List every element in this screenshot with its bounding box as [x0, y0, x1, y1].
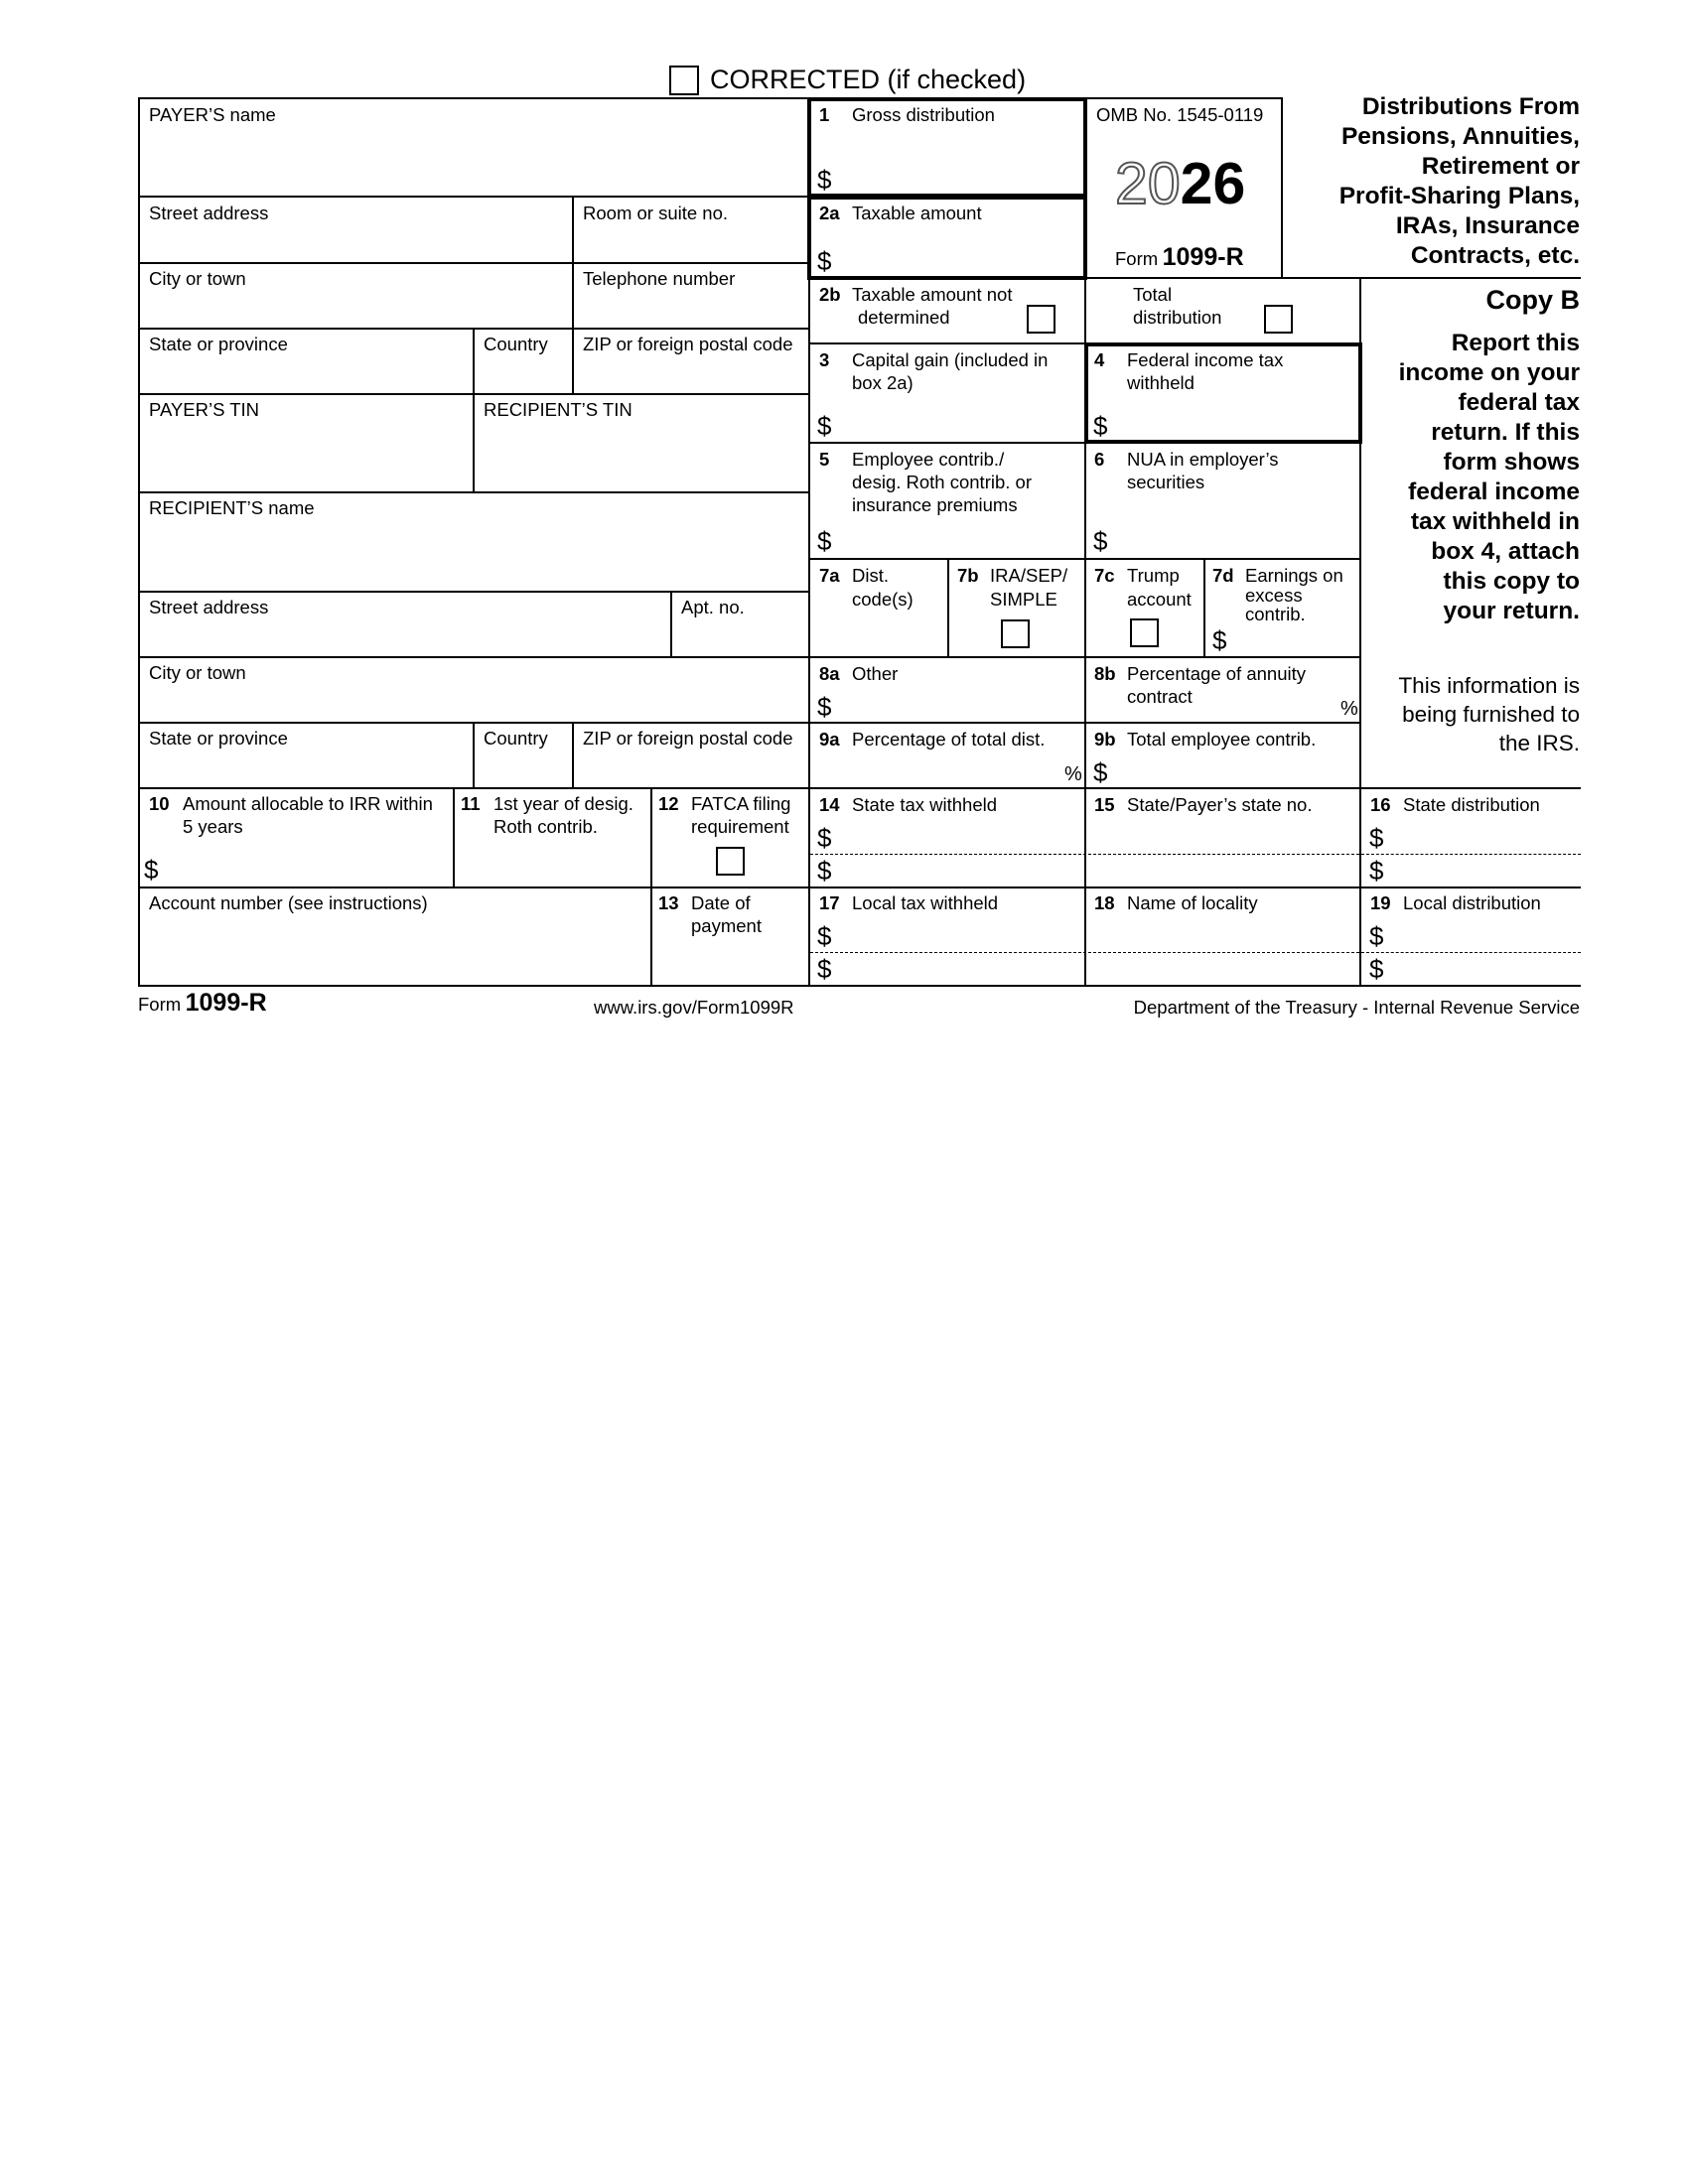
- box-5-label[interactable]: [819, 448, 1004, 471]
- box-number: 7b: [957, 565, 979, 586]
- box-number: 9a: [819, 729, 840, 750]
- box-11-label[interactable]: [461, 792, 633, 815]
- form-top-border: [138, 97, 1283, 99]
- box-number: 12: [658, 793, 679, 814]
- box-label: Capital gain (included in: [852, 349, 1049, 370]
- report-instruction-line: federal income: [1408, 478, 1580, 505]
- box-number: 14: [819, 794, 840, 815]
- dashed-rule: [810, 854, 1359, 855]
- taxable-not-determined-checkbox[interactable]: [1027, 305, 1055, 334]
- tax-year-outline: 20: [1115, 151, 1181, 216]
- box-label: State distribution: [1403, 794, 1540, 815]
- rule: [670, 591, 672, 656]
- rule: [453, 787, 455, 887]
- rule: [473, 722, 475, 787]
- payer-telephone-field[interactable]: Telephone number: [583, 268, 736, 289]
- dollar-sign: $: [144, 855, 159, 885]
- box-number: 7c: [1094, 565, 1115, 586]
- rule: [138, 656, 1360, 658]
- dollar-sign: $: [817, 165, 832, 195]
- tax-year: [1115, 151, 1246, 216]
- payer-tin-field[interactable]: PAYER’S TIN: [149, 399, 260, 420]
- box-number: 7a: [819, 565, 840, 586]
- box-number: 13: [658, 892, 679, 913]
- box-number: 2b: [819, 284, 841, 305]
- form-prefix: Form: [1115, 248, 1159, 269]
- box-7a-label[interactable]: [819, 564, 889, 587]
- box-number: 8a: [819, 663, 840, 684]
- box-4-label[interactable]: [1094, 348, 1283, 371]
- box-15-label[interactable]: [1094, 793, 1312, 816]
- box-label: State/Payer’s state no.: [1127, 794, 1313, 815]
- box-4-label-line2: withheld: [1127, 372, 1195, 393]
- payer-name-field[interactable]: PAYER’S name: [149, 104, 276, 125]
- box-9a-label[interactable]: [819, 728, 1045, 751]
- dashed-rule: [1361, 952, 1581, 953]
- rule: [808, 342, 1086, 344]
- box-number: 7d: [1212, 565, 1234, 586]
- box-13-label-line2: payment: [691, 915, 762, 936]
- box-19-label[interactable]: [1370, 891, 1541, 914]
- rule: [138, 196, 810, 198]
- footer-form-name: 1099-R: [185, 989, 267, 1017]
- box-label: Federal income tax: [1127, 349, 1284, 370]
- total-distribution-checkbox[interactable]: [1264, 305, 1293, 334]
- dollar-sign: $: [817, 921, 832, 951]
- form-left-border: [138, 97, 140, 987]
- box-number: 8b: [1094, 663, 1116, 684]
- recipient-street-field[interactable]: Street address: [149, 597, 269, 617]
- box-7d-label-line2: excess: [1245, 585, 1303, 606]
- footer-form-prefix: Form: [138, 994, 182, 1015]
- box-label: Taxable amount: [852, 203, 982, 223]
- box-7b-label[interactable]: [957, 564, 1067, 587]
- form-title-line: Distributions From: [1361, 93, 1580, 120]
- dollar-sign: $: [817, 411, 832, 441]
- rule: [808, 442, 1086, 444]
- dollar-sign: $: [1093, 526, 1108, 556]
- report-instruction-line: box 4, attach: [1431, 538, 1580, 565]
- rule: [138, 262, 810, 264]
- report-instruction-line: return. If this: [1431, 419, 1580, 446]
- box-label: Gross distribution: [852, 104, 995, 125]
- box-13-label[interactable]: [658, 891, 751, 914]
- rule: [1281, 97, 1283, 279]
- dollar-sign: $: [817, 823, 832, 853]
- form-title-line: IRAs, Insurance: [1395, 212, 1580, 239]
- box-10-label-line2: 5 years: [183, 816, 243, 837]
- box-label: Local tax withheld: [852, 892, 999, 913]
- footer-department: Department of the Treasury - Internal Revenue Service: [1133, 997, 1580, 1018]
- box-number: 11: [461, 793, 481, 814]
- percent-sign: %: [1340, 698, 1358, 720]
- box-12-label-line2: requirement: [691, 816, 789, 837]
- box-number: 15: [1094, 794, 1115, 815]
- box-label: NUA in employer’s: [1127, 449, 1279, 470]
- box-3-label[interactable]: [819, 348, 1048, 371]
- box-9b-label[interactable]: [1094, 728, 1316, 751]
- dollar-sign: $: [817, 692, 832, 722]
- box-number: 3: [819, 349, 830, 370]
- form-title-line: Pensions, Annuities,: [1340, 123, 1580, 150]
- box-12-label[interactable]: [658, 792, 790, 815]
- trump-account-checkbox[interactable]: [1130, 618, 1159, 647]
- box-5-label-line3: insurance premiums: [852, 494, 1018, 515]
- total-distribution-label: Total: [1133, 284, 1173, 305]
- payer-country-field[interactable]: Country: [484, 334, 548, 354]
- report-instruction-line: form shows: [1443, 449, 1580, 476]
- recipient-tin-field[interactable]: RECIPIENT’S TIN: [484, 399, 633, 420]
- fatca-checkbox[interactable]: [716, 847, 745, 876]
- rule: [572, 328, 574, 393]
- box-17-label[interactable]: [819, 891, 998, 914]
- rule: [138, 887, 1581, 888]
- box-number: 9b: [1094, 729, 1116, 750]
- rule: [947, 558, 949, 657]
- box-5-label-line2: desig. Roth contrib. or: [852, 472, 1032, 492]
- box-number: 19: [1370, 892, 1391, 913]
- box-label: Percentage of annuity: [1127, 663, 1306, 684]
- box-number: 16: [1370, 794, 1391, 815]
- box-number: 17: [819, 892, 840, 913]
- box-18-label[interactable]: [1094, 891, 1258, 914]
- payer-state-field[interactable]: State or province: [149, 334, 288, 354]
- box-1-label[interactable]: [819, 103, 995, 126]
- form-bottom-border: [138, 985, 1581, 987]
- total-distribution-label-line2: distribution: [1133, 307, 1222, 328]
- box-number: 4: [1094, 349, 1105, 370]
- dollar-sign: $: [1369, 921, 1384, 951]
- dollar-sign: $: [1369, 856, 1384, 886]
- box-label: Trump: [1127, 565, 1180, 586]
- report-instruction-line: income on your: [1398, 359, 1580, 386]
- tax-year-bold: 26: [1180, 151, 1246, 216]
- recipient-country-field[interactable]: Country: [484, 728, 548, 749]
- box-16-label[interactable]: [1370, 793, 1540, 816]
- dollar-sign: $: [1369, 823, 1384, 853]
- dollar-sign: $: [1369, 954, 1384, 984]
- report-instruction-line: your return.: [1443, 598, 1580, 624]
- recipient-apt-field[interactable]: Apt. no.: [681, 597, 745, 617]
- footer-url[interactable]: www.irs.gov/Form1099R: [594, 997, 794, 1018]
- recipient-zip-field[interactable]: ZIP or foreign postal code: [583, 728, 793, 749]
- box-number: 6: [1094, 449, 1105, 470]
- corrected-checkbox[interactable]: [669, 66, 699, 95]
- copy-label: Copy B: [1485, 285, 1580, 315]
- box-8a-label[interactable]: [819, 662, 898, 685]
- rule: [138, 722, 1360, 724]
- rule: [473, 328, 475, 492]
- report-instruction-line: Report this: [1451, 330, 1580, 356]
- dollar-sign: $: [817, 856, 832, 886]
- payer-street-field[interactable]: Street address: [149, 203, 269, 223]
- box-label: 1st year of desig.: [493, 793, 633, 814]
- omb-number: OMB No. 1545-0119: [1096, 104, 1264, 125]
- box-14-label[interactable]: [819, 793, 997, 816]
- box-label: IRA/SEP/: [990, 565, 1068, 586]
- box-label: State tax withheld: [852, 794, 998, 815]
- irs-info-line: the IRS.: [1498, 731, 1580, 755]
- box-2b-label-line2: determined: [858, 307, 950, 328]
- rule: [650, 787, 652, 986]
- report-instruction-line: this copy to: [1443, 568, 1580, 595]
- dollar-sign: $: [817, 954, 832, 984]
- box-number: 18: [1094, 892, 1115, 913]
- recipient-city-field[interactable]: City or town: [149, 662, 246, 683]
- box-6-label[interactable]: [1094, 448, 1279, 471]
- dashed-rule: [1361, 854, 1581, 855]
- ira-sep-simple-checkbox[interactable]: [1001, 619, 1030, 648]
- box-8b-label-line2: contract: [1127, 686, 1193, 707]
- box-8b-label[interactable]: [1094, 662, 1306, 685]
- report-instruction-line: federal tax: [1458, 389, 1580, 416]
- box-number: 2a: [819, 203, 840, 223]
- box-label: Employee contrib./: [852, 449, 1005, 470]
- dollar-sign: $: [817, 246, 832, 276]
- form-title-line: Profit-Sharing Plans,: [1338, 183, 1580, 209]
- corrected-label: CORRECTED (if checked): [710, 65, 1027, 94]
- box-2b-label[interactable]: [819, 283, 1012, 306]
- account-number-field[interactable]: Account number (see instructions): [149, 892, 428, 913]
- box-6-label-line2: securities: [1127, 472, 1205, 492]
- rule: [138, 591, 810, 593]
- box-7c-label-line2: account: [1127, 589, 1192, 610]
- report-instruction-line: tax withheld in: [1410, 508, 1580, 535]
- box-7b-label-line2: SIMPLE: [990, 589, 1057, 610]
- box-label: Percentage of total dist.: [852, 729, 1046, 750]
- form-id: [1115, 243, 1244, 272]
- footer-form-id: [138, 989, 267, 1018]
- irs-info-line: being furnished to: [1402, 702, 1580, 727]
- box-label: Local distribution: [1403, 892, 1541, 913]
- box-7a-label-line2: code(s): [852, 589, 914, 610]
- box-number: 5: [819, 449, 830, 470]
- rule: [138, 787, 1581, 789]
- payer-zip-field[interactable]: ZIP or foreign postal code: [583, 334, 793, 354]
- rule: [572, 196, 574, 328]
- recipient-name-field[interactable]: RECIPIENT’S name: [149, 497, 315, 518]
- box-label: Name of locality: [1127, 892, 1258, 913]
- box-label: Dist.: [852, 565, 889, 586]
- dollar-sign: $: [1093, 757, 1108, 787]
- form-title-line: Retirement or: [1421, 153, 1580, 180]
- box-11-label-line2: Roth contrib.: [493, 816, 598, 837]
- percent-sign: %: [1064, 763, 1082, 785]
- box-label: Date of: [691, 892, 751, 913]
- dollar-sign: $: [1093, 411, 1108, 441]
- box-7d-label-line3: contrib.: [1245, 604, 1306, 624]
- box-label: Total employee contrib.: [1127, 729, 1317, 750]
- box-3-label-line2: box 2a): [852, 372, 914, 393]
- box-label: Taxable amount not: [852, 284, 1013, 305]
- box-label: Amount allocable to IRR within: [183, 793, 433, 814]
- dollar-sign: $: [817, 526, 832, 556]
- box-10-label[interactable]: [149, 792, 433, 815]
- recipient-state-field[interactable]: State or province: [149, 728, 288, 749]
- rule: [1203, 558, 1205, 657]
- box-7c-label[interactable]: [1094, 564, 1180, 587]
- box-number: 10: [149, 793, 170, 814]
- box-label: Earnings on: [1245, 565, 1343, 586]
- payer-room-field[interactable]: Room or suite no.: [583, 203, 729, 223]
- form-title-line: Contracts, etc.: [1410, 242, 1580, 269]
- dollar-sign: $: [1212, 625, 1227, 655]
- irs-info-line: This information is: [1398, 673, 1580, 698]
- box-2a-label[interactable]: [819, 202, 982, 224]
- box-label: Other: [852, 663, 899, 684]
- box-label: FATCA filing: [691, 793, 791, 814]
- dashed-rule: [810, 952, 1359, 953]
- box-number: 1: [819, 104, 830, 125]
- rule: [572, 722, 574, 787]
- payer-city-field[interactable]: City or town: [149, 268, 246, 289]
- form-name: 1099-R: [1162, 243, 1244, 271]
